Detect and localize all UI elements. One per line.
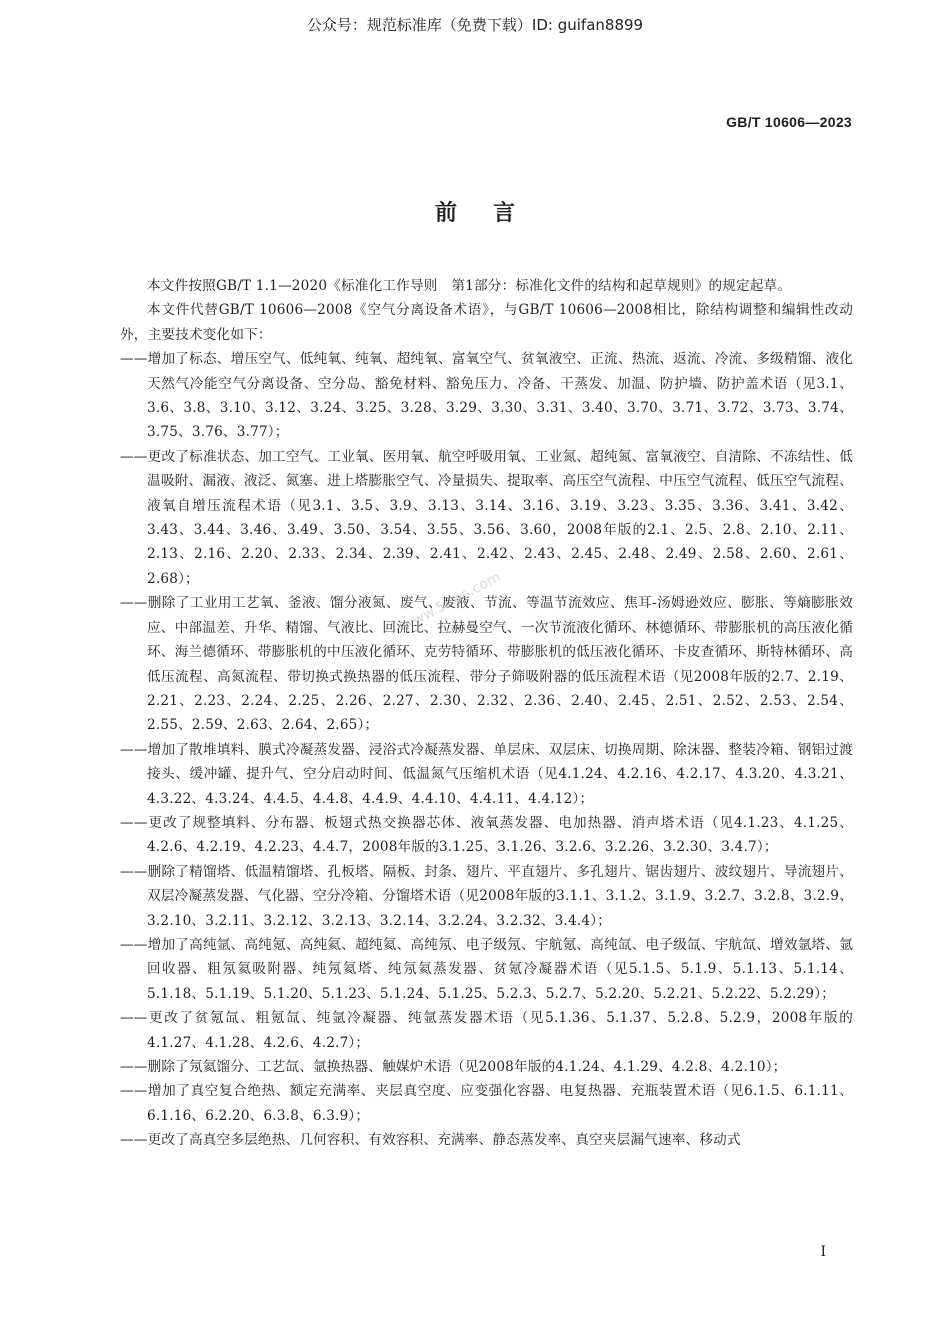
foreword-body — [120, 274, 853, 1153]
list-item: ——删除了氖氦馏分、工艺氙、氩换热器、触媒炉术语（见2008年版的4.1.24、4.1.29、4.2.8、4.2.10）； — [120, 1059, 787, 1075]
list-item: ——删除了工业用工艺氧、釜液、馏分液氮、废气、废液、节流、等温节流效应、焦耳-汤姆逊效应、膨胀、等熵膨胀效应、中部温差、升华、精馏、气液比、回流比、拉赫曼空气、一次节流液化循环、林德循环、带膨胀机的高压液化循环、海兰德循环、带膨胀机的中压液化循环、克劳特循环、带膨胀机的低压液化循环、卡皮查循环、斯特林循环、高低压流程、高氮流程、带切换式换热器的低压流程、带分子筛吸附器的低压流程术语（见2008年版的2.7、2.19、2.21、2.23、2.24、2.25、2.26、2.27、2.30、2.32、2.36、2.40、2.45、2.51、2.52、2.53、2.54、2.55、2.59、2.63、2.64、2.65）； — [120, 595, 853, 734]
top-watermark: 公众号：规范标准库（免费下载）ID: guifan8899 — [306, 16, 644, 34]
paragraph: 本文件代替GB/T 10606—2008《空气分离设备术语》，与GB/T 10606—2008相比，除结构调整和编辑性改动外，主要技术变化如下： — [120, 302, 853, 343]
page-number: I — [820, 1244, 826, 1260]
list-item: ——更改了规整填料、分布器、板翅式热交换器芯体、液氧蒸发器、电加热器、消声塔术语（见4.1.23、4.1.25、4.2.6、4.2.19、4.2.23、4.4.7，2008年版的3.1.25、3.1.26、3.2.6、3.2.26、3.2.30、3.4.7）； — [120, 814, 853, 856]
list-item: ——增加了散堆填料、膜式冷凝蒸发器、浸浴式冷凝蒸发器、单层床、双层床、切换周期、除沫器、整装冷箱、钢铝过渡接头、缓冲罐、提升气、空分启动时间、低温氮气压缩机术语（见4.1.24、4.2.16、4.2.17、4.3.20、4.3.21、4.3.22、4.3.24、4.4.5、4.4.8、4.4.9、4.4.10、4.4.11、4.4.12）； — [120, 741, 853, 807]
list-item: ——更改了标准状态、加工空气、工业氧、医用氧、航空呼吸用氧、工业氮、超纯氮、富氧液空、自清除、不冻结性、低温吸附、漏液、液泛、氮塞、进上塔膨胀空气、冷量损失、提取率、高压空气流程、中压空气流程、低压空气流程、液氧自增压流程术语（见3.1、3.5、3.9、3.13、3.14、3.16、3.19、3.23、3.35、3.36、3.41、3.42、3.43、3.44、3.46、3.49、3.50、3.54、3.55、3.56、3.60，2008年版的2.1、2.5、2.8、2.10、2.11、2.13、2.16、2.20、2.33、2.34、2.39、2.41、2.42、2.43、2.45、2.48、2.49、2.58、2.60、2.61、2.68）； — [120, 448, 853, 587]
standard-number: GB/T 10606—2023 — [726, 114, 852, 130]
list-item: ——增加了真空复合绝热、额定充满率、夹层真空度、应变强化容器、电复热器、充瓶装置术语（见6.1.5、6.1.11、6.1.16、6.2.20、6.3.8、6.3.9）； — [120, 1083, 853, 1124]
list-item: ——增加了高纯氩、高纯氪、高纯氦、超纯氦、高纯氖、电子级氖、宇航氪、高纯氙、电子级氙、宇航氙、增效氩塔、氩回收器、粗氖氦吸附器、纯氖氦塔、纯氖氦蒸发器、贫氪冷凝器术语（见5.1.5、5.1.9、5.1.13、5.1.14、5.1.18、5.1.19、5.1.20、5.1.23、5.1.24、5.1.25、5.2.3、5.2.7、5.2.20、5.2.21、5.2.22、5.2.29）； — [120, 936, 853, 1002]
page-title: 前言 — [434, 201, 551, 226]
list-item: ——更改了贫氪氙、粗氪氙、纯氩冷凝器、纯氩蒸发器术语（见5.1.36、5.1.37、5.2.8、5.2.9，2008年版的4.1.27、4.1.28、4.2.6、4.2.7）； — [120, 1010, 853, 1051]
list-item: ——删除了精馏塔、低温精馏塔、孔板塔、隔板、封条、翅片、平直翅片、多孔翅片、锯齿翅片、波纹翅片、导流翅片、双层冷凝蒸发器、气化器、空分冷箱、分馏塔术语（见2008年版的3.1.1、3.1.2、3.1.9、3.2.7、3.2.8、3.2.9、3.2.10、3.2.11、3.2.12、3.2.13、3.2.14、3.2.24、3.2.32、3.4.4）； — [120, 863, 853, 929]
list-item: ——增加了标态、增压空气、低纯氧、纯氧、超纯氧、富氧空气、贫氧液空、正流、热流、返流、冷流、多级精馏、液化天然气冷能空气分离设备、空分岛、豁免材料、豁免压力、冷备、干蒸发、加温、防护墙、防护盖术语（见3.1、3.6、3.8、3.10、3.12、3.24、3.25、3.28、3.29、3.30、3.31、3.40、3.70、3.71、3.72、3.73、3.74、3.75、3.76、3.77）； — [120, 351, 853, 441]
list-item: ——更改了高真空多层绝热、几何容积、有效容积、充满率、静态蒸发率、真空夹层漏气速率、移动式 — [120, 1132, 741, 1149]
paragraph: 本文件按照GB/T 1.1—2020《标准化工作导则 第1部分：标准化文件的结构和起草规则》的规定起草。 — [147, 278, 792, 294]
diagonal-watermark: www.58ws.com — [400, 569, 504, 635]
